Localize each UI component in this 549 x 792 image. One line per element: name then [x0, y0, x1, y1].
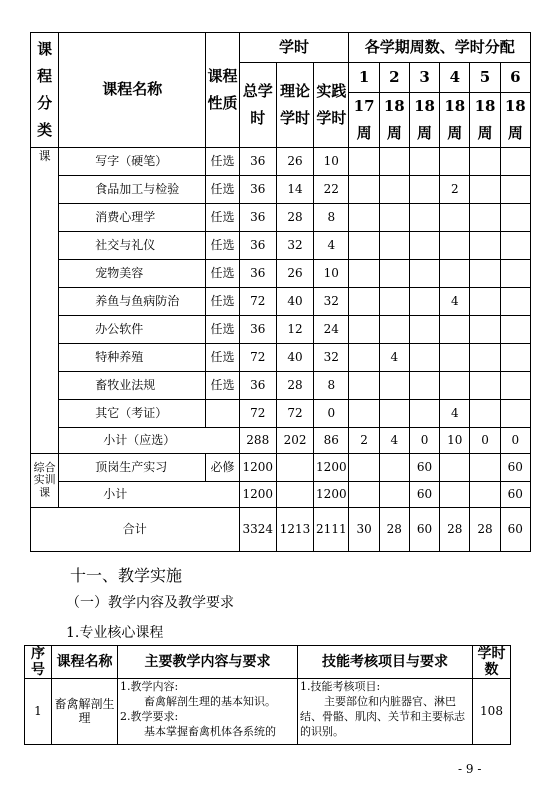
category-elective: 课 — [31, 148, 59, 454]
semester-weeks: 17周 — [349, 93, 379, 148]
semester-hours: 4 — [379, 428, 409, 454]
header-practice-hours: 实践学时 — [314, 63, 349, 148]
semester-hours — [440, 316, 470, 344]
table-row — [31, 176, 531, 204]
header-theory-hours: 理论学时 — [276, 63, 313, 148]
semester-hours — [379, 288, 409, 316]
practice-hours: 8 — [314, 372, 349, 400]
semester-hours — [349, 454, 379, 482]
theory-hours: 14 — [276, 176, 313, 204]
semester-hours — [409, 260, 439, 288]
semester-hours — [379, 232, 409, 260]
semester-hours — [349, 482, 379, 508]
semester-hours — [470, 482, 500, 508]
semester-hours: 0 — [500, 428, 530, 454]
practice-hours: 22 — [314, 176, 349, 204]
semester-hours — [500, 372, 530, 400]
content-line: 1.教学内容: — [120, 680, 179, 694]
semester-hours — [500, 148, 530, 176]
semester-weeks: 18周 — [500, 93, 530, 148]
semester-hours — [409, 232, 439, 260]
semester-hours: 2 — [440, 176, 470, 204]
semester-hours — [470, 176, 500, 204]
semester-hours: 30 — [349, 508, 379, 552]
semester-number: 4 — [440, 63, 470, 93]
theory-hours: 40 — [276, 344, 313, 372]
section-heading-teaching-implementation: 十一、教学实施 — [70, 566, 183, 585]
theory-hours: 26 — [276, 148, 313, 176]
semester-hours — [440, 454, 470, 482]
semester-hours: 28 — [470, 508, 500, 552]
total-hours: 1200 — [239, 454, 276, 482]
course-nature: 任选 — [206, 204, 239, 232]
theory-hours: 40 — [276, 288, 313, 316]
course-name: 写字（硬笔） — [59, 148, 206, 176]
semester-weeks: 18周 — [470, 93, 500, 148]
header-skill-assessment: 技能考核项目与要求 — [298, 646, 473, 679]
semester-hours — [440, 344, 470, 372]
semester-hours — [500, 400, 530, 428]
semester-hours — [500, 232, 530, 260]
semester-hours — [470, 372, 500, 400]
semester-hours — [500, 260, 530, 288]
semester-number: 5 — [470, 63, 500, 93]
subsection-heading-core-courses: 1.专业核心课程 — [66, 625, 164, 641]
semester-hours: 0 — [409, 428, 439, 454]
course-nature: 任选 — [206, 260, 239, 288]
practice-hours: 10 — [314, 148, 349, 176]
semester-hours: 4 — [379, 344, 409, 372]
semester-hours — [409, 204, 439, 232]
course-name: 社交与礼仪 — [59, 232, 206, 260]
content-line: 基本掌握畜禽机体各系统的 — [144, 724, 276, 738]
theory-hours: 72 — [276, 400, 313, 428]
semester-hours — [379, 260, 409, 288]
semester-hours: 4 — [440, 288, 470, 316]
semester-number: 6 — [500, 63, 530, 93]
semester-hours: 0 — [470, 428, 500, 454]
header-hours: 学时数 — [473, 646, 511, 679]
practice-hours: 1200 — [314, 482, 349, 508]
semester-hours — [409, 316, 439, 344]
course-nature: 任选 — [206, 316, 239, 344]
row-skill-assessment — [298, 679, 473, 745]
semester-hours — [470, 204, 500, 232]
semester-hours — [349, 260, 379, 288]
semester-hours — [379, 400, 409, 428]
course-nature: 任选 — [206, 148, 239, 176]
table-row — [31, 400, 531, 428]
semester-hours: 10 — [440, 428, 470, 454]
table-row — [31, 316, 531, 344]
semester-hours — [349, 148, 379, 176]
semester-hours — [379, 176, 409, 204]
subtotal-label: 小计 — [59, 482, 239, 508]
skill-line: 1.技能考核项目: — [300, 680, 381, 694]
course-name: 畜牧业法规 — [59, 372, 206, 400]
table-row — [31, 232, 531, 260]
theory-hours: 28 — [276, 204, 313, 232]
semester-hours — [500, 344, 530, 372]
table-row — [31, 260, 531, 288]
semester-hours: 60 — [409, 482, 439, 508]
semester-hours — [349, 344, 379, 372]
row-hours: 108 — [473, 679, 511, 745]
course-nature: 任选 — [206, 288, 239, 316]
table-row — [31, 372, 531, 400]
core-course-table — [24, 645, 511, 745]
table-row — [31, 288, 531, 316]
semester-hours: 60 — [500, 508, 530, 552]
course-nature: 任选 — [206, 372, 239, 400]
semester-hours — [409, 148, 439, 176]
header-semester-distribution: 各学期周数、学时分配 — [349, 33, 531, 63]
theory-hours — [276, 482, 313, 508]
table-row-subtotal — [31, 482, 531, 508]
semester-hours: 28 — [440, 508, 470, 552]
table-row-subtotal — [31, 428, 531, 454]
semester-hours: 28 — [379, 508, 409, 552]
course-name: 办公软件 — [59, 316, 206, 344]
practice-hours: 2111 — [314, 508, 349, 552]
header-main-content: 主要教学内容与要求 — [118, 646, 298, 679]
semester-hours — [409, 372, 439, 400]
course-nature: 必修 — [206, 454, 239, 482]
semester-hours: 60 — [409, 508, 439, 552]
semester-weeks: 18周 — [379, 93, 409, 148]
total-hours: 3324 — [239, 508, 276, 552]
practice-hours: 4 — [314, 232, 349, 260]
course-name: 顶岗生产实习 — [59, 454, 206, 482]
semester-hours: 60 — [500, 482, 530, 508]
semester-hours — [500, 204, 530, 232]
total-hours: 72 — [239, 400, 276, 428]
course-name: 食品加工与检验 — [59, 176, 206, 204]
theory-hours: 26 — [276, 260, 313, 288]
header-total-hours: 总学时 — [239, 63, 276, 148]
semester-hours — [500, 316, 530, 344]
course-name: 其它（考证） — [59, 400, 206, 428]
total-hours: 36 — [239, 232, 276, 260]
header-category: 课程分类 — [31, 33, 59, 148]
semester-hours — [440, 372, 470, 400]
semester-hours — [440, 148, 470, 176]
semester-hours — [470, 316, 500, 344]
total-hours: 288 — [239, 428, 276, 454]
semester-hours — [440, 204, 470, 232]
semester-hours — [440, 260, 470, 288]
subtotal-label: 小计（应选） — [59, 428, 239, 454]
semester-hours — [349, 176, 379, 204]
row-serial-no: 1 — [25, 679, 52, 745]
practice-hours: 0 — [314, 400, 349, 428]
semester-hours — [379, 148, 409, 176]
theory-hours: 32 — [276, 232, 313, 260]
practice-hours: 10 — [314, 260, 349, 288]
course-nature: 任选 — [206, 176, 239, 204]
table-row-grand-total — [31, 508, 531, 552]
semester-hours — [440, 482, 470, 508]
semester-hours — [409, 400, 439, 428]
table-row — [31, 148, 531, 176]
row-course-name: 畜禽解剖生理 — [52, 679, 118, 745]
practice-hours: 24 — [314, 316, 349, 344]
content-line: 畜禽解剖生理的基本知识。 — [144, 695, 276, 709]
semester-hours — [349, 204, 379, 232]
semester-hours — [379, 482, 409, 508]
grand-total-label: 合计 — [31, 508, 240, 552]
total-hours: 36 — [239, 260, 276, 288]
semester-hours — [470, 454, 500, 482]
practice-hours: 32 — [314, 344, 349, 372]
semester-hours — [500, 288, 530, 316]
theory-hours: 28 — [276, 372, 313, 400]
table-row — [31, 344, 531, 372]
semester-hours — [409, 288, 439, 316]
semester-hours — [349, 316, 379, 344]
semester-hours — [470, 260, 500, 288]
semester-hours — [349, 232, 379, 260]
header-hours: 学时 — [239, 33, 349, 63]
header-serial-no: 序号 — [25, 646, 52, 679]
course-nature: 任选 — [206, 232, 239, 260]
table-row — [31, 204, 531, 232]
row-main-content — [118, 679, 298, 745]
header-nature: 课程性质 — [206, 33, 239, 148]
skill-line: 主要部位和内脏器官、淋巴结、骨骼、肌肉、关节和主要标志的识别。 — [300, 695, 465, 738]
practice-hours: 1200 — [314, 454, 349, 482]
semester-number: 3 — [409, 63, 439, 93]
semester-hours — [470, 288, 500, 316]
content-line: 2.教学要求: — [120, 709, 179, 723]
semester-hours: 60 — [409, 454, 439, 482]
theory-hours — [276, 454, 313, 482]
course-schedule-table — [30, 32, 531, 552]
total-hours: 36 — [239, 316, 276, 344]
semester-hours: 2 — [349, 428, 379, 454]
semester-hours — [409, 344, 439, 372]
total-hours: 36 — [239, 148, 276, 176]
semester-hours — [349, 372, 379, 400]
total-hours: 36 — [239, 204, 276, 232]
semester-hours — [470, 400, 500, 428]
semester-hours — [440, 232, 470, 260]
practice-hours: 8 — [314, 204, 349, 232]
theory-hours: 12 — [276, 316, 313, 344]
theory-hours: 1213 — [276, 508, 313, 552]
page-number: - 9 - — [458, 762, 482, 776]
course-nature: 任选 — [206, 344, 239, 372]
total-hours: 1200 — [239, 482, 276, 508]
subsection-heading-content-requirements: （一）教学内容及教学要求 — [66, 595, 234, 611]
header-course-name: 课程名称 — [52, 646, 118, 679]
semester-hours — [379, 454, 409, 482]
table-row — [31, 454, 531, 482]
semester-hours — [379, 316, 409, 344]
category-practical: 综合实训课 — [31, 454, 59, 508]
semester-weeks: 18周 — [409, 93, 439, 148]
theory-hours: 202 — [276, 428, 313, 454]
semester-hours — [470, 148, 500, 176]
course-name: 养鱼与鱼病防治 — [59, 288, 206, 316]
course-name: 消费心理学 — [59, 204, 206, 232]
semester-weeks: 18周 — [440, 93, 470, 148]
course-nature — [206, 400, 239, 428]
semester-hours — [349, 400, 379, 428]
semester-hours — [409, 176, 439, 204]
total-hours: 36 — [239, 372, 276, 400]
total-hours: 36 — [239, 176, 276, 204]
course-name: 宠物美容 — [59, 260, 206, 288]
semester-hours — [500, 176, 530, 204]
semester-hours — [470, 232, 500, 260]
practice-hours: 86 — [314, 428, 349, 454]
semester-hours — [379, 204, 409, 232]
total-hours: 72 — [239, 344, 276, 372]
semester-hours — [470, 344, 500, 372]
semester-hours: 4 — [440, 400, 470, 428]
semester-number: 2 — [379, 63, 409, 93]
practice-hours: 32 — [314, 288, 349, 316]
semester-hours — [349, 288, 379, 316]
semester-hours — [379, 372, 409, 400]
course-name: 特种养殖 — [59, 344, 206, 372]
header-course-name: 课程名称 — [59, 33, 206, 148]
total-hours: 72 — [239, 288, 276, 316]
semester-hours: 60 — [500, 454, 530, 482]
semester-number: 1 — [349, 63, 379, 93]
